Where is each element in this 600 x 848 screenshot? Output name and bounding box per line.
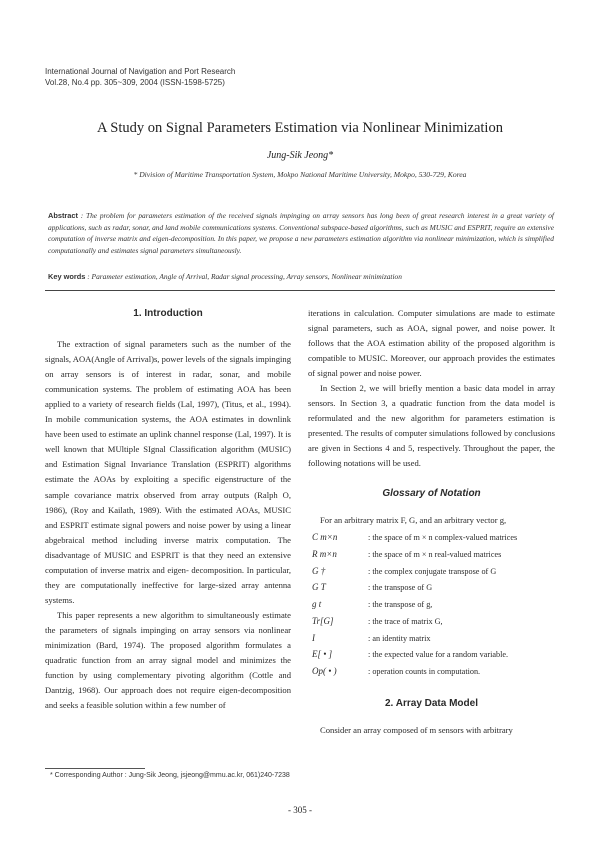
glossary-definition: : the space of m × n real-valued matrices	[368, 550, 502, 560]
abstract-text: : The problem for parameters estimation of the received signals impinging on array sensors has long been of great research interest in a great variety of applications, such as radar, sonar, and land mobile communications systems. Conventional subspace-based algorithms, such as MUSIC and ESPRIT, require an extensive computation of inverse matrix and eigen-decomposition. In this paper, we propose a new parameters estimation algorithm via nonlinear minimization, which is simplified computationally and estimates signal parameters simultaneously.	[48, 211, 554, 255]
paragraph: In Section 2, we will briefly mention a basic data model in array sensors. In Section 3, a quadratic function from the data model is reformulated and the new algorithm for parameters estimation is presented. The results of computer simulations followed by conclusions are given in Sections 4 and 5, respectively. Throughout the paper, the following notations will be used.	[308, 383, 555, 469]
paper-title: A Study on Signal Parameters Estimation via Nonlinear Minimization	[97, 120, 503, 136]
author: Jung-Sik Jeong*	[266, 150, 334, 161]
paragraph: iterations in calculation. Computer simulations are made to estimate signal parameters, such as AOA, signal power, and noise power. It follows that the AOA estimation ability of the proposed algorithm is compatible to MUSIC. Moreover, our approach provides the estimates of signal power and noise power.	[308, 308, 555, 379]
abstract-label: Abstract	[48, 211, 78, 220]
glossary-row	[308, 596, 555, 613]
glossary-symbol: E[ • ]	[312, 649, 333, 660]
glossary-intro: For an arbitrary matrix F, G, and an arbitrary vector g,	[320, 514, 507, 525]
page-number: - 305 -	[288, 805, 312, 815]
footnote: * Corresponding Author : Jung-Sik Jeong, jsjeong@mmu.ac.kr, 061)240-7238	[50, 772, 290, 779]
glossary-row	[308, 530, 555, 547]
glossary-symbol: G T	[312, 582, 326, 593]
affiliation: * Division of Maritime Transportation System, Mokpo National Maritime University, Mokpo, 530-729, Korea	[133, 170, 467, 179]
glossary-symbol: C m×n	[312, 532, 338, 543]
glossary-row	[308, 580, 555, 597]
glossary-definition: : the transpose of G	[368, 583, 433, 593]
glossary-symbol: I	[312, 632, 315, 643]
glossary-symbol: R m×n	[312, 549, 337, 560]
journal-name: International Journal of Navigation and Port Research	[45, 67, 236, 76]
glossary-row	[308, 630, 555, 647]
glossary-definition: : the complex conjugate transpose of G	[368, 566, 497, 576]
journal-header	[45, 66, 235, 88]
glossary-definition: : operation counts in computation.	[368, 666, 481, 676]
glossary-row	[308, 563, 555, 580]
paragraph: The extraction of signal parameters such as the number of the signals, AOA(Angle of Arrival)s, power levels of the signals impinging on array sensors is of interest in radar, sonar, and mobile communication systems. The problem of estimating AOA has been applied to a variety of research fields (Lal, 1997), (Titus, et al., 1994). In mobile communication systems, the AOA estimates in downlink have been used to estimate an uplink channel response (Lal, 1997). It is well known that MUltiple SIgnal Classification algorithm (MUSIC) and Estimation Signal Invariance Translation (ESPRIT) algorithms estimate the AOAs by exploiting a specific eigenstructure of the sample covariance matrix observed from array outputs (Ralph O, 1986), (Roy and Kailath, 1989). With the estimated AOAs, MUSIC and ESPRIT estimate signal powers and noise power by using a linear abgebraical method including inverse matrix computation. The disadvantage of MUSIC and ESPRIT is that they need an extensive computation of inverse matrix and eigen- decomposition. In particular, they are computationally ineffective for large-sized array antenna systems.	[45, 339, 291, 605]
abstract	[48, 210, 554, 256]
glossary-symbol: G †	[312, 565, 326, 576]
glossary-definition: : an identity matrix	[368, 633, 431, 643]
keywords	[48, 272, 554, 281]
glossary-row	[308, 613, 555, 630]
glossary-row	[308, 646, 555, 663]
glossary-definition: : the transpose of g,	[368, 600, 433, 610]
paragraph: Consider an array composed of m sensors with arbitrary	[320, 724, 513, 735]
keywords-text: : Parameter estimation, Angle of Arrival, Radar signal processing, Array sensors, Nonlinear minimization	[87, 272, 402, 281]
glossary-definition: : the space of m × n complex-valued matrices	[368, 533, 518, 543]
glossary-definition: : the trace of matrix G,	[368, 616, 443, 626]
glossary-heading: Glossary of Notation	[382, 487, 481, 499]
glossary-symbol: Op( • )	[312, 665, 337, 676]
section-heading-array-data-model: 2. Array Data Model	[385, 697, 478, 709]
paragraph: This paper represents a new algorithm to simultaneously estimate the parameters of signals impinging on array sensors via nonlinear minimization (Bard, 1974). The proposed algorithm formulates a quadratic function from an array signal model and minimizes the function by using complementary pivoting algorithm (Cottle and Dantzig, 1968). Our approach does not require eigen-decomposition and seeks a feasible solution within a few number of	[45, 609, 291, 711]
glossary-row	[308, 663, 555, 680]
right-column	[308, 306, 555, 738]
left-column	[45, 306, 291, 713]
glossary-symbol: g t	[312, 599, 322, 610]
glossary-definition: : the expected value for a random variable.	[368, 650, 509, 660]
glossary-row	[308, 546, 555, 563]
glossary-symbol: Tr[G]	[312, 615, 334, 626]
glossary-list	[308, 530, 555, 680]
divider	[45, 290, 555, 291]
keywords-label: Key words	[48, 272, 86, 281]
footnote-rule	[45, 768, 145, 769]
journal-volume: Vol.28, No.4 pp. 305~309, 2004 (ISSN-1598-5725)	[45, 78, 225, 87]
section-heading-introduction: 1. Introduction	[133, 308, 203, 319]
